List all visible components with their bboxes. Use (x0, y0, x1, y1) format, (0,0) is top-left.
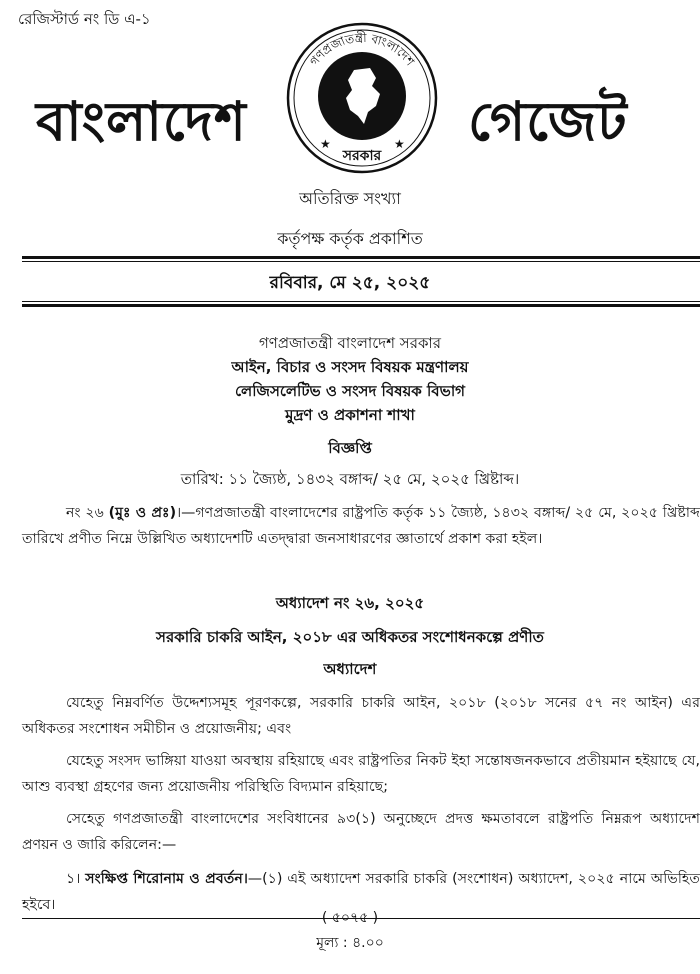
section-1-heading: সংক্ষিপ্ত শিরোনাম ও প্রবর্তন। (85, 871, 248, 887)
svg-text:★: ★ (394, 137, 405, 151)
rule-top-thin (22, 261, 700, 262)
publication-authority: কর্তৃপক্ষ কর্তৃক প্রকাশিত (277, 229, 423, 248)
price: মূল্য : ৪.০০ (316, 935, 384, 951)
preamble-paragraph-3: সেহেতু গণপ্রজাতন্ত্রী বাংলাদেশের সংবিধানের ৯৩(১) অনুচ্ছেদে প্রদত্ত ক্ষমতাবলে রাষ্ট্রপতি নিম্নরূপ অধ্যাদেশ প্রণয়ন ও জারি করিলেন:— (22, 811, 700, 853)
ordinance-number: অধ্যাদেশ নং ২৬, ২০২৫ (275, 594, 425, 612)
ministry-name: আইন, বিচার ও সংসদ বিষয়ক মন্ত্রণালয় (231, 358, 469, 376)
extra-issue: অতিরিক্ত সংখ্যা (299, 189, 401, 208)
section-1-body: —(১) এই অধ্যাদেশ সরকারি চাকরি (সংশোধন) অধ্যাদেশ, ২০২৫ নামে অভিহিত হইবে। (22, 871, 700, 913)
rule-bottom-thin (22, 301, 700, 302)
ordinance-label: অধ্যাদেশ (323, 660, 377, 678)
notice-heading: বিজ্ঞপ্তি (328, 439, 372, 457)
rule-bottom-thick (22, 304, 700, 307)
notice-ref-prefix: নং ২৬ (66, 505, 104, 521)
ordinance-title: সরকারি চাকরি আইন, ২০১৮ এর অধিকতর সংশোধনকল্পে প্রণীত (156, 628, 544, 646)
notice-body (22, 500, 700, 552)
svg-text:★: ★ (320, 137, 331, 151)
publication-date: রবিবার, মে ২৫, ২০২৫ (269, 273, 431, 293)
notice-ref-code: (মুঃ ও প্রঃ) (108, 505, 177, 521)
section-1-number: ১। (66, 871, 81, 887)
rule-top-thick (22, 256, 700, 259)
svg-text:গণপ্রজাতন্ত্রী বাংলাদেশ: গণপ্রজাতন্ত্রী বাংলাদেশ (306, 30, 418, 69)
notice-date: তারিখ: ১১ জ্যৈষ্ঠ, ১৪৩২ বঙ্গাব্দ/ ২৫ মে, ২০২৫ খ্রিষ্টাব্দ। (180, 470, 520, 488)
preamble-paragraph-2: যেহেতু সংসদ ভাঙ্গিয়া যাওয়া অবস্থায় রহিয়াছে এবং রাষ্ট্রপতির নিকট ইহা সন্তোষজনকভাবে প্রতীয়মান হইয়াছে যে, আশু ব্যবস্থা গ্রহণের জন্য প্রয়োজনীয় পরিস্থিতি বিদ্যমান রহিয়াছে; (22, 753, 700, 795)
government-name: গণপ্রজাতন্ত্রী বাংলাদেশ সরকার (258, 334, 442, 352)
svg-text:সরকার: সরকার (342, 148, 382, 164)
branch-name: মুদ্রণ ও প্রকাশনা শাখা (285, 406, 415, 424)
notice-text: ।—গণপ্রজাতন্ত্রী বাংলাদেশের রাষ্ট্রপতি কর্তৃক ১১ জ্যৈষ্ঠ, ১৪৩২ বঙ্গাব্দ/ ২৫ মে, ২০২৫ খ্রিষ্টাব্দ তারিখে প্রণীত নিম্নে উল্লিখিত অধ্যাদেশটি এতদ্দ্বারা জনসাধারণের জ্ঞাতার্থে প্রকাশ করা হইল। (22, 505, 700, 547)
government-seal (284, 20, 440, 176)
registration-number: রেজিস্টার্ড নং ডি এ-১ (18, 10, 151, 28)
gazette-title-right: গেজেট (468, 90, 628, 153)
page-number: ( ৫০৭৫ ) (321, 910, 379, 926)
preamble-paragraph-1: যেহেতু নিম্নবর্ণিত উদ্দেশ্যসমূহ পূরণকল্পে, সরকারি চাকরি আইন, ২০১৮ (২০১৮ সনের ৫৭ নং আইন) এর অধিকতর সংশোধন সমীচীন ও প্রয়োজনীয়; এবং (22, 695, 700, 737)
division-name: লেজিসলেটিভ ও সংসদ বিষয়ক বিভাগ (234, 382, 466, 400)
gazette-title-left: বাংলাদেশ (36, 90, 247, 153)
